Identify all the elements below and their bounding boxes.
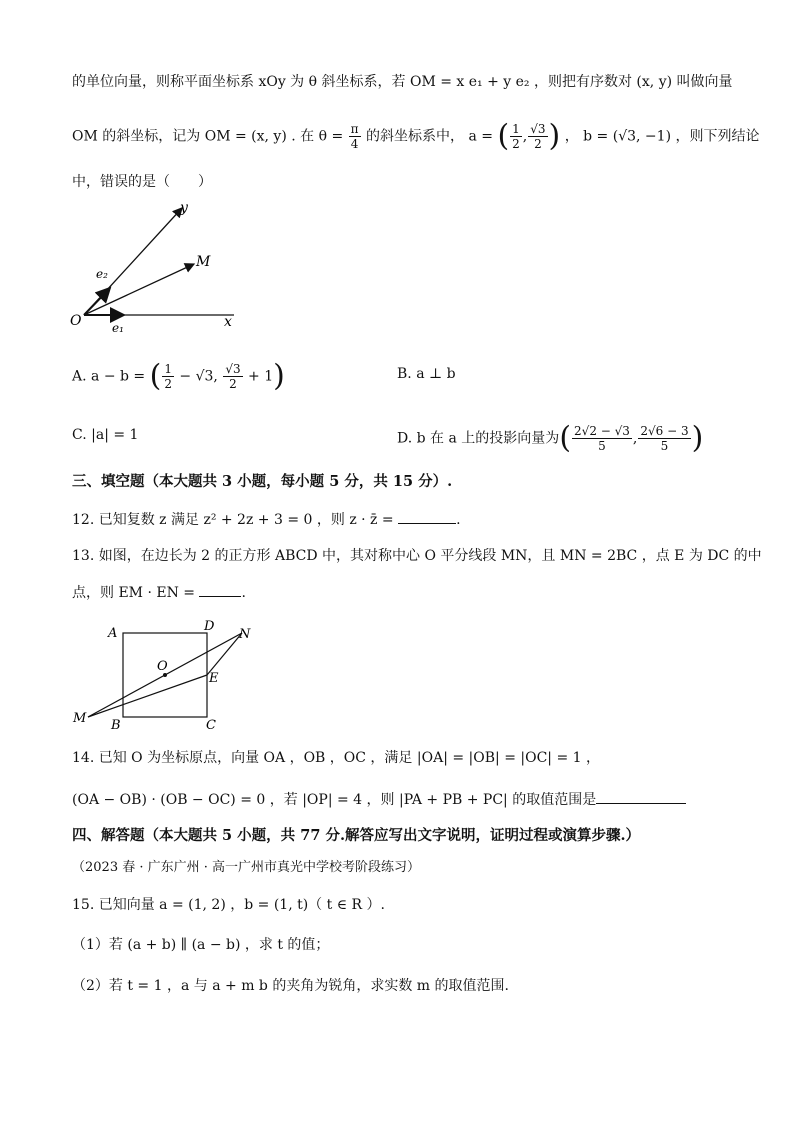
question-14-line-2: (OA − OB) · (OB − OC) = 0 ，若 |OP| = 4 ，则 |PA + PB + PC| 的取值范围是 (72, 789, 686, 810)
square-figure (66, 616, 266, 734)
option-c[interactable]: C. |a| = 1 (72, 427, 139, 443)
question-15-part-2: （2）若 t = 1 ，a 与 a + m b 的夹角为锐角，求实数 m 的取值范围. (72, 978, 509, 994)
intro-line-2-c: ， b = (√3, −1) ，则下列结论 (560, 128, 760, 145)
source-note: （2023 春 · 广东广州 · 高一广州市真光中学校考阶段练习） (72, 860, 421, 875)
label-O: O (70, 313, 82, 329)
option-b-expr: a ⊥ b (416, 366, 456, 382)
intro-line-2-b: 的斜坐标系中， a = (361, 128, 498, 145)
label-e2: e₂ (96, 267, 108, 281)
option-d-expr: b 在 a 上的投影向量为 (416, 430, 560, 447)
question-15: 15. 已知向量 a = (1, 2) ，b = (1, t)（ t ∈ R ）. (72, 897, 385, 913)
label-M: M (196, 254, 211, 270)
question-15-part-1: （1）若 (a + b) ∥ (a − b) ，求 t 的值； (72, 937, 330, 953)
e2-vector (84, 288, 110, 315)
question-12: 12. 已知复数 z 满足 z² + 2z + 3 = 0 ，则 z · z̄ = . (72, 509, 461, 530)
section-4-heading: 四、解答题（本大题共 5 小题，共 77 分.解答应写出文字说明，证明过程或演算步骤.） (72, 827, 641, 844)
a-y-fraction: $\frac{√3}{2}$ (530, 122, 546, 151)
q14-answer-blank[interactable] (596, 789, 686, 804)
label-x: x (224, 314, 232, 330)
label-N: N (239, 627, 251, 642)
label-E: E (209, 671, 219, 686)
option-d[interactable]: D. b 在 a 上的投影向量为( $\frac{2√2 - √3}{5}$ , $\frac{2√6 - 3}{5}$ ) (397, 420, 704, 456)
segment-en (207, 633, 242, 675)
label-C: C (206, 718, 216, 733)
label-e1: e₁ (112, 321, 124, 335)
q12-answer-blank[interactable] (398, 509, 456, 524)
oblique-coordinate-figure (66, 196, 256, 336)
label-A: A (108, 626, 118, 641)
question-13-line-1: 13. 如图，在边长为 2 的正方形 ABCD 中，其对称中心 O 平分线段 MN，且 MN = 2BC ，点 E 为 DC 的中 (72, 548, 762, 564)
question-13-line-2: 点，则 EM · EN = . (72, 582, 246, 603)
option-a[interactable]: A. a − b = ( $\frac{1}{2}$ − √3, $\frac{√3}{2}$ + 1) (72, 358, 285, 394)
label-M2: M (73, 711, 87, 726)
question-14-line-1: 14. 已知 O 为坐标原点，向量 OA ，OB ，OC ，满足 |OA| = |OB| = |OC| = 1 ， (72, 750, 600, 766)
intro-line-2-a: OM 的斜坐标，记为 OM = (x, y) . 在 θ = (72, 128, 348, 145)
option-b[interactable]: B. a ⊥ b (397, 366, 456, 382)
intro-line-1: 的单位向量，则称平面坐标系 xOy 为 θ 斜坐标系，若 OM = x e₁ + y e₂ ，则把有序数对 (x, y) 叫做向量 (72, 74, 733, 90)
label-O: O (157, 659, 168, 674)
q13-answer-blank[interactable] (199, 582, 241, 597)
a-x-fraction: $\frac{1}{2}$ (512, 122, 520, 151)
label-D: D (204, 619, 215, 634)
segment-em (88, 675, 207, 717)
section-3-heading: 三、填空题（本大题共 3 小题，每小题 5 分，共 15 分）. (72, 473, 453, 490)
label-y: y (180, 200, 188, 216)
intro-line-2: OM 的斜坐标，记为 OM = (x, y) . 在 θ = $\frac{\pi}{4}$ 的斜坐标系中， a = ( $\frac{1}{2}$ , $\frac{√3}{2}$ ) ， b = (√3, −1) ，则下列结论 (72, 118, 760, 154)
intro-line-3: 中，错误的是（ ） (72, 174, 212, 190)
option-c-expr: |a| = 1 (91, 427, 139, 443)
option-a-expr: a − b = (91, 368, 150, 385)
label-B: B (111, 718, 121, 733)
theta-fraction: $\frac{\pi}{4}$ (350, 122, 359, 151)
